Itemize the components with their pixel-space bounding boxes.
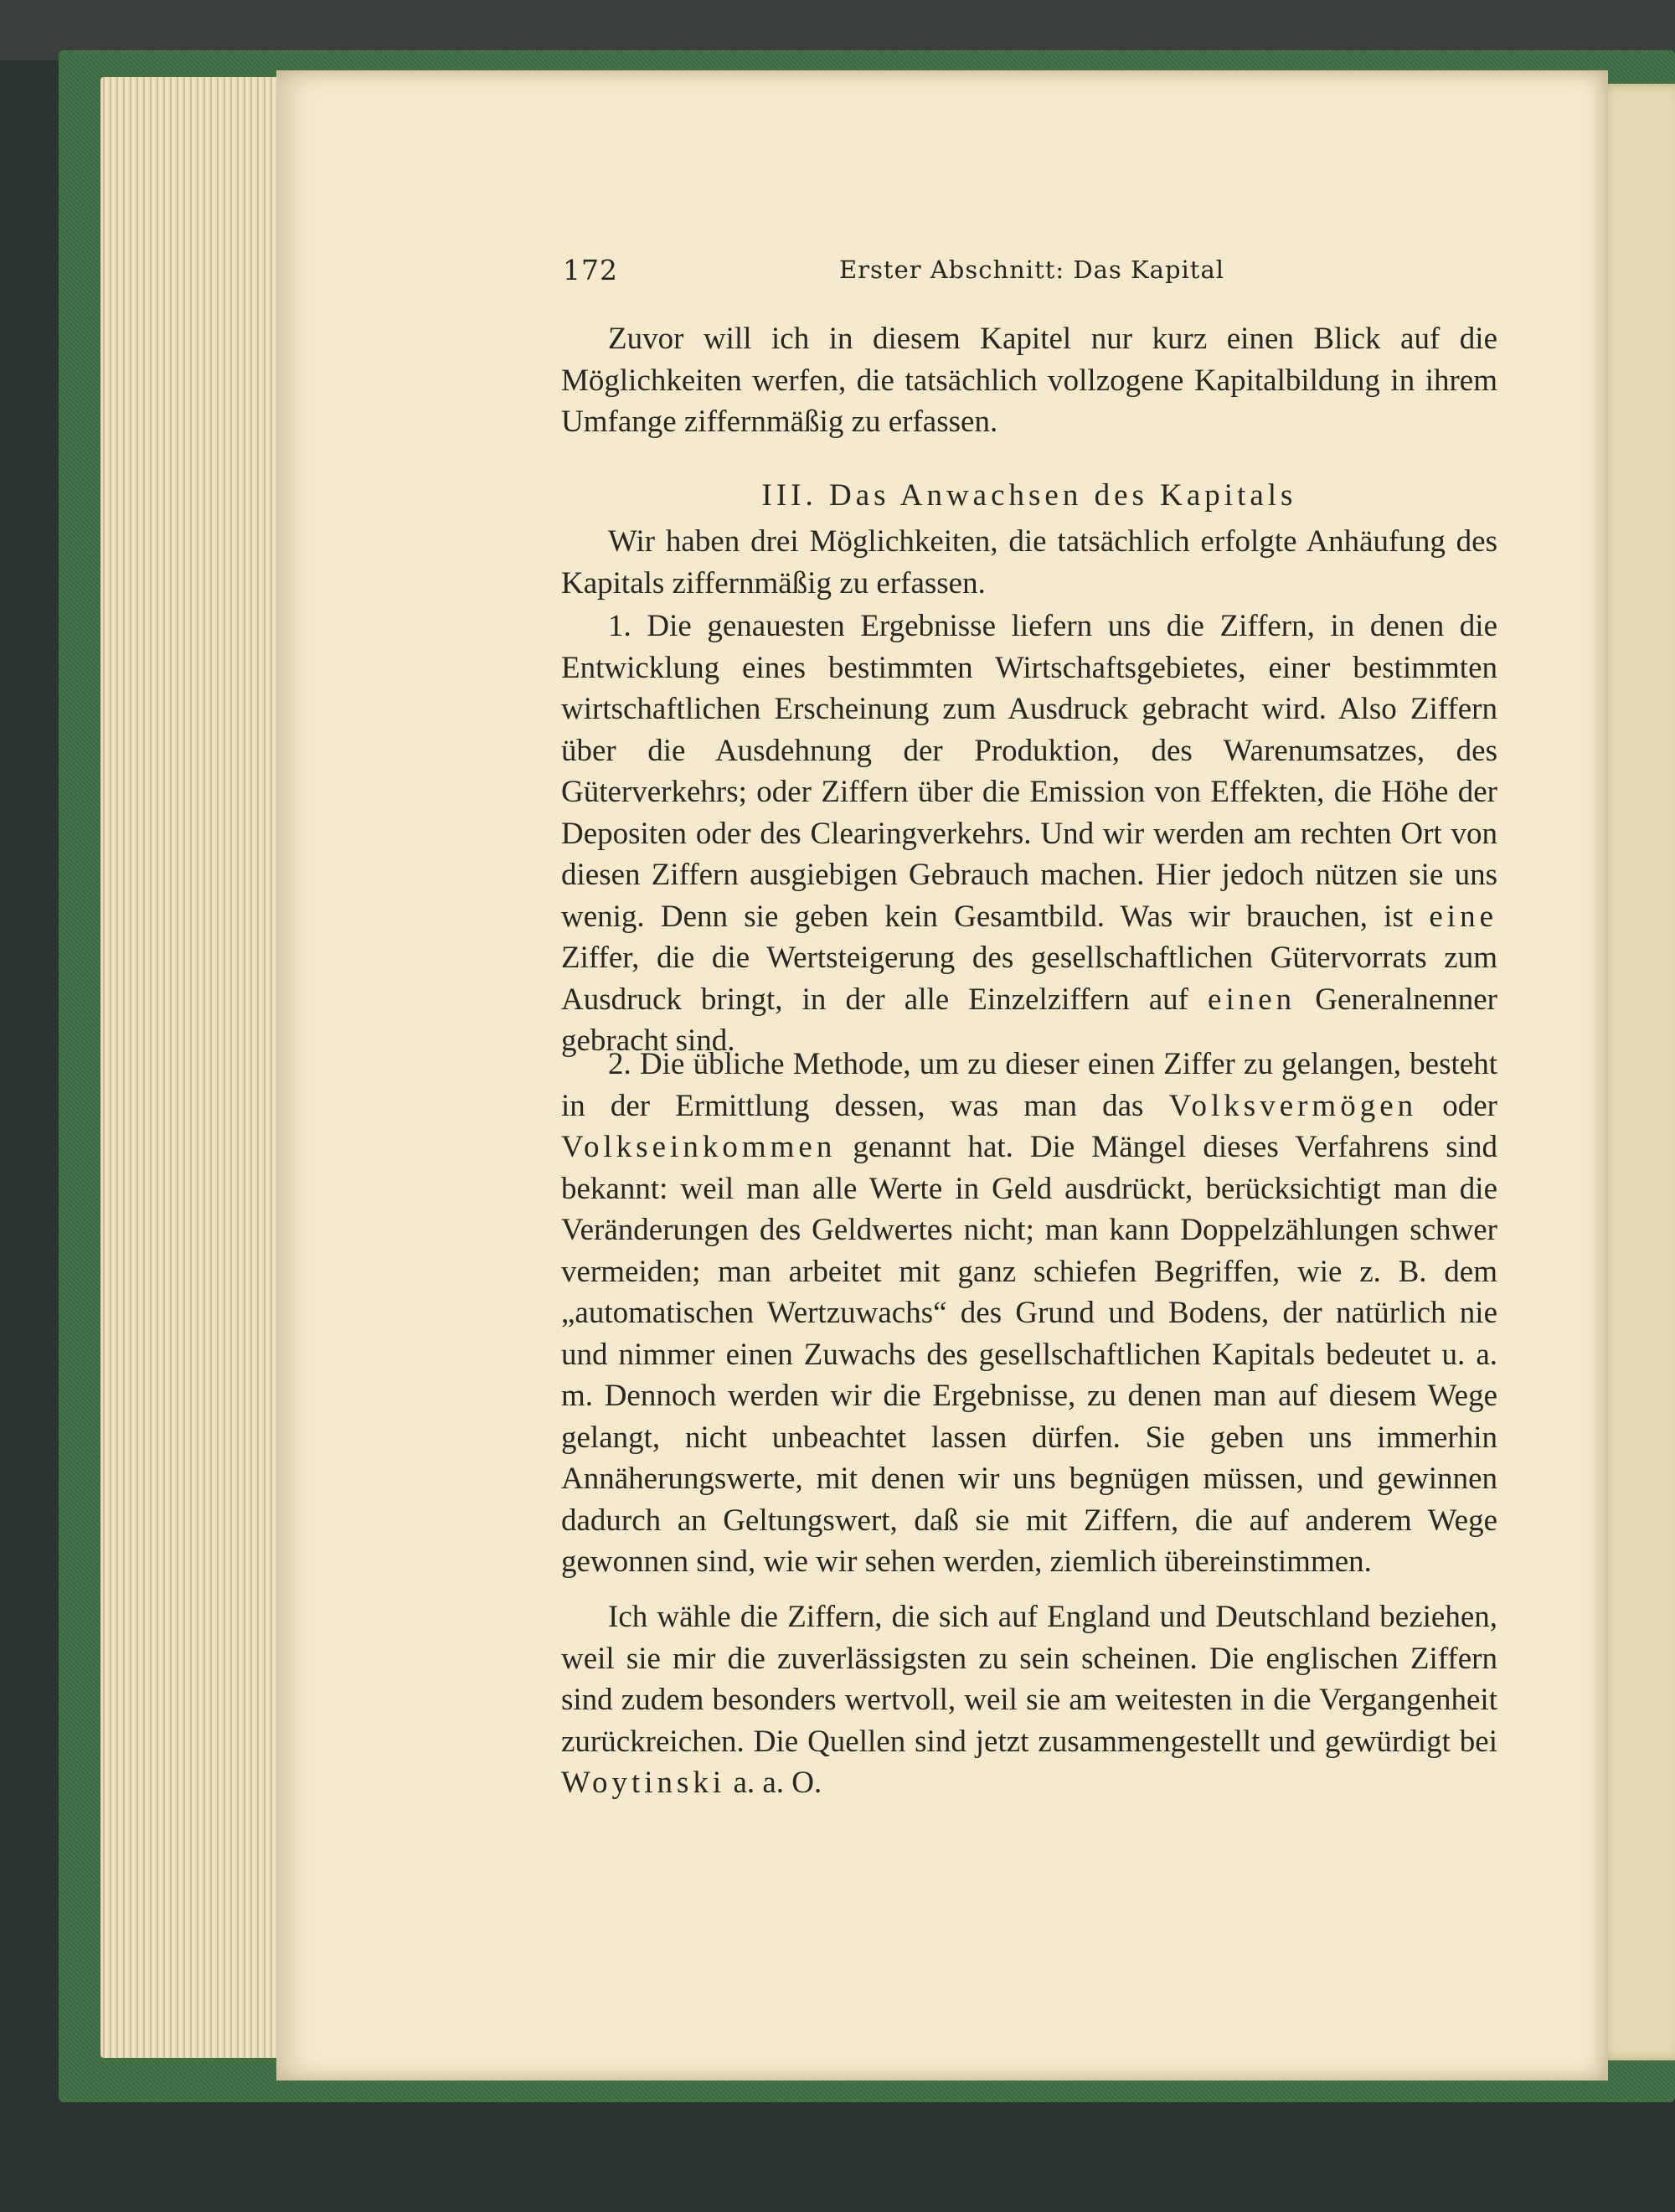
emphasis-volksvermoegen: Volksvermögen <box>1168 1088 1418 1123</box>
paragraph-4-text-b: a. a. O. <box>725 1766 822 1800</box>
emphasis-woytinski: Woytinski <box>561 1766 726 1800</box>
paragraph-3-text-c: genannt hat. Die Mängel dieses Verfahrens sind bekannt: weil man alle Werte in Geld ausdrückt, berücksichtigt man die Veränderungen des Geldwertes nicht; man kann Doppelzählungen schwer vermeiden; man arbeitet mit ganz schiefen Begriffen, wie z. B. dem „automatischen Wertzuwachs“ des Grund und Bodens, der natürlich nie und nimmer einen Zuwachs des gesellschaftlichen Kapitals bedeutet u. a. m. Dennoch werden wir die Ergebnisse, zu denen man auf diesem Wege gelangt, nicht unbeachtet lassen dürfen. Sie geben uns immerhin Annäherungswerte, mit denen wir uns begnügen müssen, und gewinnen dadurch an Geltungswert, daß sie mit Ziffern, die auf anderem Wege gewonnen sind, wie wir sehen werden, ziemlich übereinstimmen. <box>561 1130 1497 1579</box>
paragraph-2 <box>561 606 1497 1062</box>
running-head <box>563 254 1484 287</box>
paragraph-intro: Zuvor will ich in diesem Kapitel nur kurz einen Blick auf die Möglichkeiten werfen, die tatsächlich vollzogene Kapitalbildung in ihrem Umfange ziffernmäßig zu erfassen. <box>561 322 1497 439</box>
emphasis-volkseinkommen: Volkseinkommen <box>561 1130 837 1164</box>
emphasis-einen: einen <box>1208 982 1296 1017</box>
paragraph-2-text-b: Ziffer, die die Wertsteigerung des gesellschaftlichen Gütervorrats zum Ausdruck bringt, in der alle Einzelziffern auf <box>561 941 1497 1017</box>
paragraph-3-text-a: 2. Die übliche Methode, um zu dieser einen Ziffer zu gelangen, besteht in der Ermittlung dessen, was man das <box>561 1047 1497 1123</box>
paragraph-2-text-c: Generalnenner gebracht sind. <box>561 982 1497 1058</box>
paragraph-2-text-a: 1. Die genauesten Ergebnisse liefern uns die Ziffern, in denen die Entwicklung eines bestimmten Wirtschaftsgebietes, einer bestimmten wirtschaftlichen Erscheinung zum Ausdruck gebracht wird. Also Ziffern über die Ausdehnung der Produktion, des Warenumsatzes, des Güterverkehrs; oder Ziffern über die Emission von Effekten, die Höhe der Depositen oder des Clearingverkehrs. Und wir werden am rechten Ort von diesen Ziffern ausgiebigen Gebrauch machen. Hier jedoch nützen sie uns wenig. Denn sie geben kein Gesamtbild. Was wir brauchen, ist <box>561 609 1497 934</box>
paragraph-3 <box>561 1044 1497 1583</box>
section-heading: III. Das Anwachsen des Kapitals <box>761 478 1297 513</box>
emphasis-eine: eine <box>1429 899 1497 934</box>
next-page-edge <box>1598 84 1675 2060</box>
paragraph-4 <box>561 1596 1497 1804</box>
paragraph-3-text-b: oder <box>1417 1088 1497 1123</box>
paragraph-1: Wir haben drei Möglichkeiten, die tatsächlich erfolgte Anhäufung des Kapitals ziffernmäßig zu erfassen. <box>561 524 1497 601</box>
paragraph-4-text-a: Ich wähle die Ziffern, die sich auf England und Deutschland beziehen, weil sie mir die zuverlässigsten zu sein scheinen. Die englischen Ziffern sind zudem besonders wertvoll, weil sie am weitesten in die Vergangenheit zurückreichen. Die Quellen sind jetzt zusammengestellt und gewürdigt bei <box>561 1600 1497 1759</box>
running-head-title: Erster Abschnitt: Das Kapital <box>839 255 1225 284</box>
page-number: 172 <box>563 254 618 286</box>
page-edges <box>100 77 285 2058</box>
